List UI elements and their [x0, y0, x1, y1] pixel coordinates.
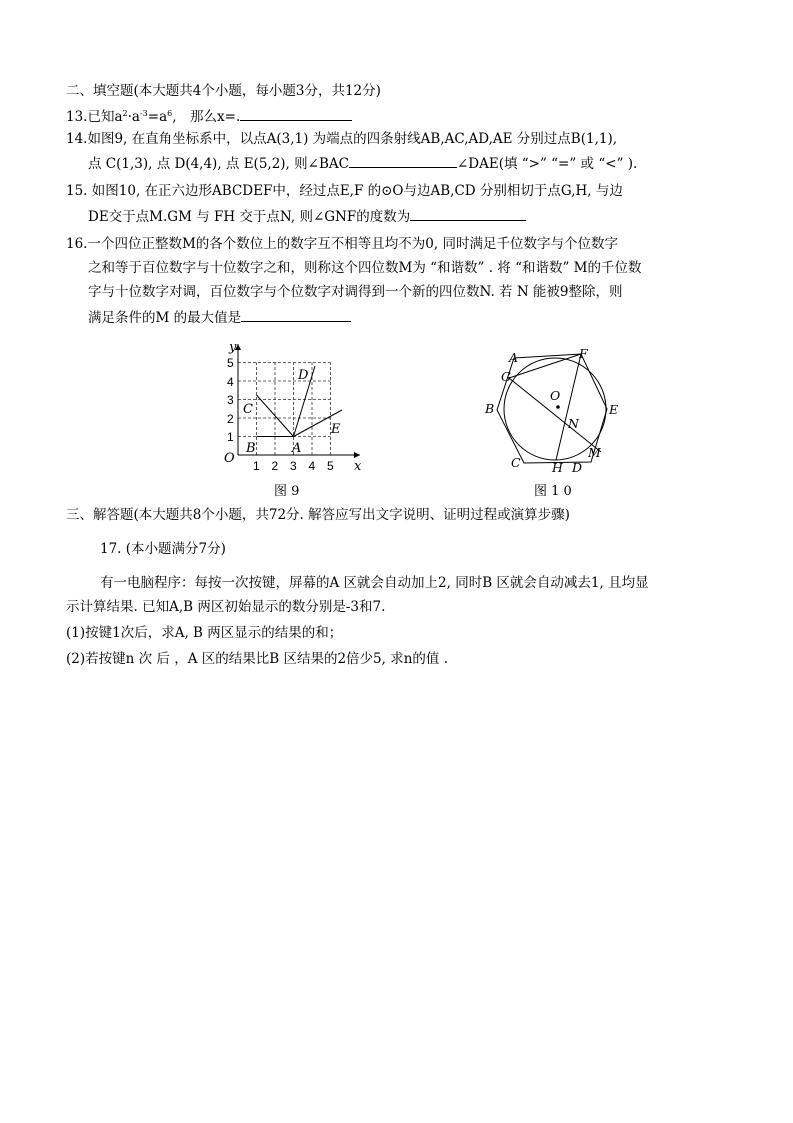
section-header: 二、填空题(本大题共4个小题，每小题3分，共12分)	[66, 83, 381, 99]
section-3-header: 三、解答题(本大题共8个小题，共72分. 解答应写出文字说明、证明过程或演算步骤)	[66, 507, 570, 523]
label-d: D	[572, 460, 583, 475]
y-tick-4: 4	[227, 375, 234, 389]
label-o: O	[550, 388, 561, 403]
q13-prefix: 13.已知a	[66, 109, 123, 125]
q14-text-b: ∠DAE(填 “>” “=” 或 “<” ).	[456, 156, 638, 172]
point-d-label: D	[298, 368, 309, 383]
label-c: C	[511, 455, 521, 470]
question-14-line2	[88, 153, 637, 173]
y-tick-3: 3	[227, 393, 234, 407]
q16-answer-blank[interactable]	[241, 307, 351, 322]
ray-ac	[257, 395, 294, 437]
q13-exp1: 2	[122, 109, 128, 118]
q15-text: DE交于点M.GM 与 FH 交于点N, 则∠GNF的度数为	[88, 209, 411, 225]
question-16-line2: 之和等于百位数字与十位数字之和，则称这个四位数M为 “和谐数” . 将 “和谐数” M的千位数	[88, 260, 642, 276]
figure-9-caption: 图 9	[274, 484, 300, 499]
q15-answer-blank[interactable]	[410, 206, 526, 221]
figure-10-diagram	[480, 340, 630, 480]
center-point-o	[556, 405, 560, 409]
q14-text-a: 点 C(1,3), 点 D(4,4), 点 E(5,2), 则∠BAC	[88, 156, 349, 172]
question-17-title: 17. (本小题满分7分)	[100, 541, 226, 557]
q13-mid2: =a	[147, 109, 168, 125]
q14-answer-blank[interactable]	[349, 153, 457, 168]
question-16-line1: 16.一个四位正整数M的各个数位上的数字互不相等且均不为0, 同时满足千位数字与个位数字	[66, 236, 618, 252]
question-17-line1: 有一电脑程序：每按一次按键，屏幕的A 区就会自动加上2, 同时B 区就会自动减去1, 且均显	[100, 575, 649, 591]
label-a: A	[509, 350, 519, 365]
x-axis-label: x	[354, 459, 362, 474]
question-13	[66, 106, 352, 126]
q13-mid1: ·a	[127, 109, 140, 125]
origin-label: O	[224, 451, 235, 466]
x-tick-1: 1	[253, 459, 260, 473]
point-b-label: B	[246, 441, 256, 456]
x-tick-4: 4	[308, 459, 316, 473]
question-17-part1: (1)按键1次后，求A, B 两区显示的结果的和；	[66, 625, 343, 641]
question-15-line2	[88, 206, 526, 226]
figure-9-graph	[220, 338, 370, 478]
label-n: N	[568, 416, 579, 431]
y-tick-1: 1	[227, 430, 234, 444]
label-b: B	[485, 401, 495, 416]
label-f: F	[579, 346, 588, 361]
x-axis-arrow	[354, 452, 360, 458]
q13-exp2: -3	[139, 109, 148, 118]
question-15-line1: 15. 如图10, 在正六边形ABCDEF中，经过点E,F 的⊙O与边AB,CD 分别相切于点G,H, 与边	[66, 183, 623, 199]
x-tick-2: 2	[271, 459, 279, 473]
question-17-line2: 示计算结果. 已知A,B 两区初始显示的数分别是-3和7.	[66, 599, 386, 615]
y-axis-label: y	[229, 340, 237, 355]
figure-10-caption: 图 1 0	[534, 484, 572, 499]
q13-suffix: , 那么x=.	[172, 109, 241, 125]
q16-text: 满足条件的M 的最大值是	[88, 310, 242, 326]
label-m: M	[588, 445, 601, 460]
x-tick-5: 5	[327, 459, 334, 473]
question-16-line3: 字与十位数字对调，百位数字与个位数字对调得到一个新的四位数N. 若 N 能被9整除，则	[88, 284, 623, 300]
question-14-line1: 14.如图9, 在直角坐标系中，以点A(3,1) 为端点的四条射线AB,AC,AD,AE 分别过点B(1,1),	[66, 131, 618, 147]
question-16-line4	[88, 307, 351, 327]
point-c-label: C	[243, 402, 253, 417]
y-tick-2: 2	[227, 412, 234, 426]
q13-answer-blank[interactable]	[240, 106, 352, 121]
label-g: G	[501, 369, 511, 384]
point-e-label: E	[331, 422, 341, 437]
q13-exp3: 6	[167, 109, 173, 118]
y-tick-5: 5	[227, 356, 234, 370]
label-h: H	[552, 460, 563, 475]
x-tick-3: 3	[290, 459, 297, 473]
question-17-part2: (2)若按键n 次 后 ，A 区的结果比B 区结果的2倍少5, 求n的值 .	[66, 651, 448, 667]
label-e: E	[609, 402, 619, 417]
point-a-label: A	[292, 441, 302, 456]
